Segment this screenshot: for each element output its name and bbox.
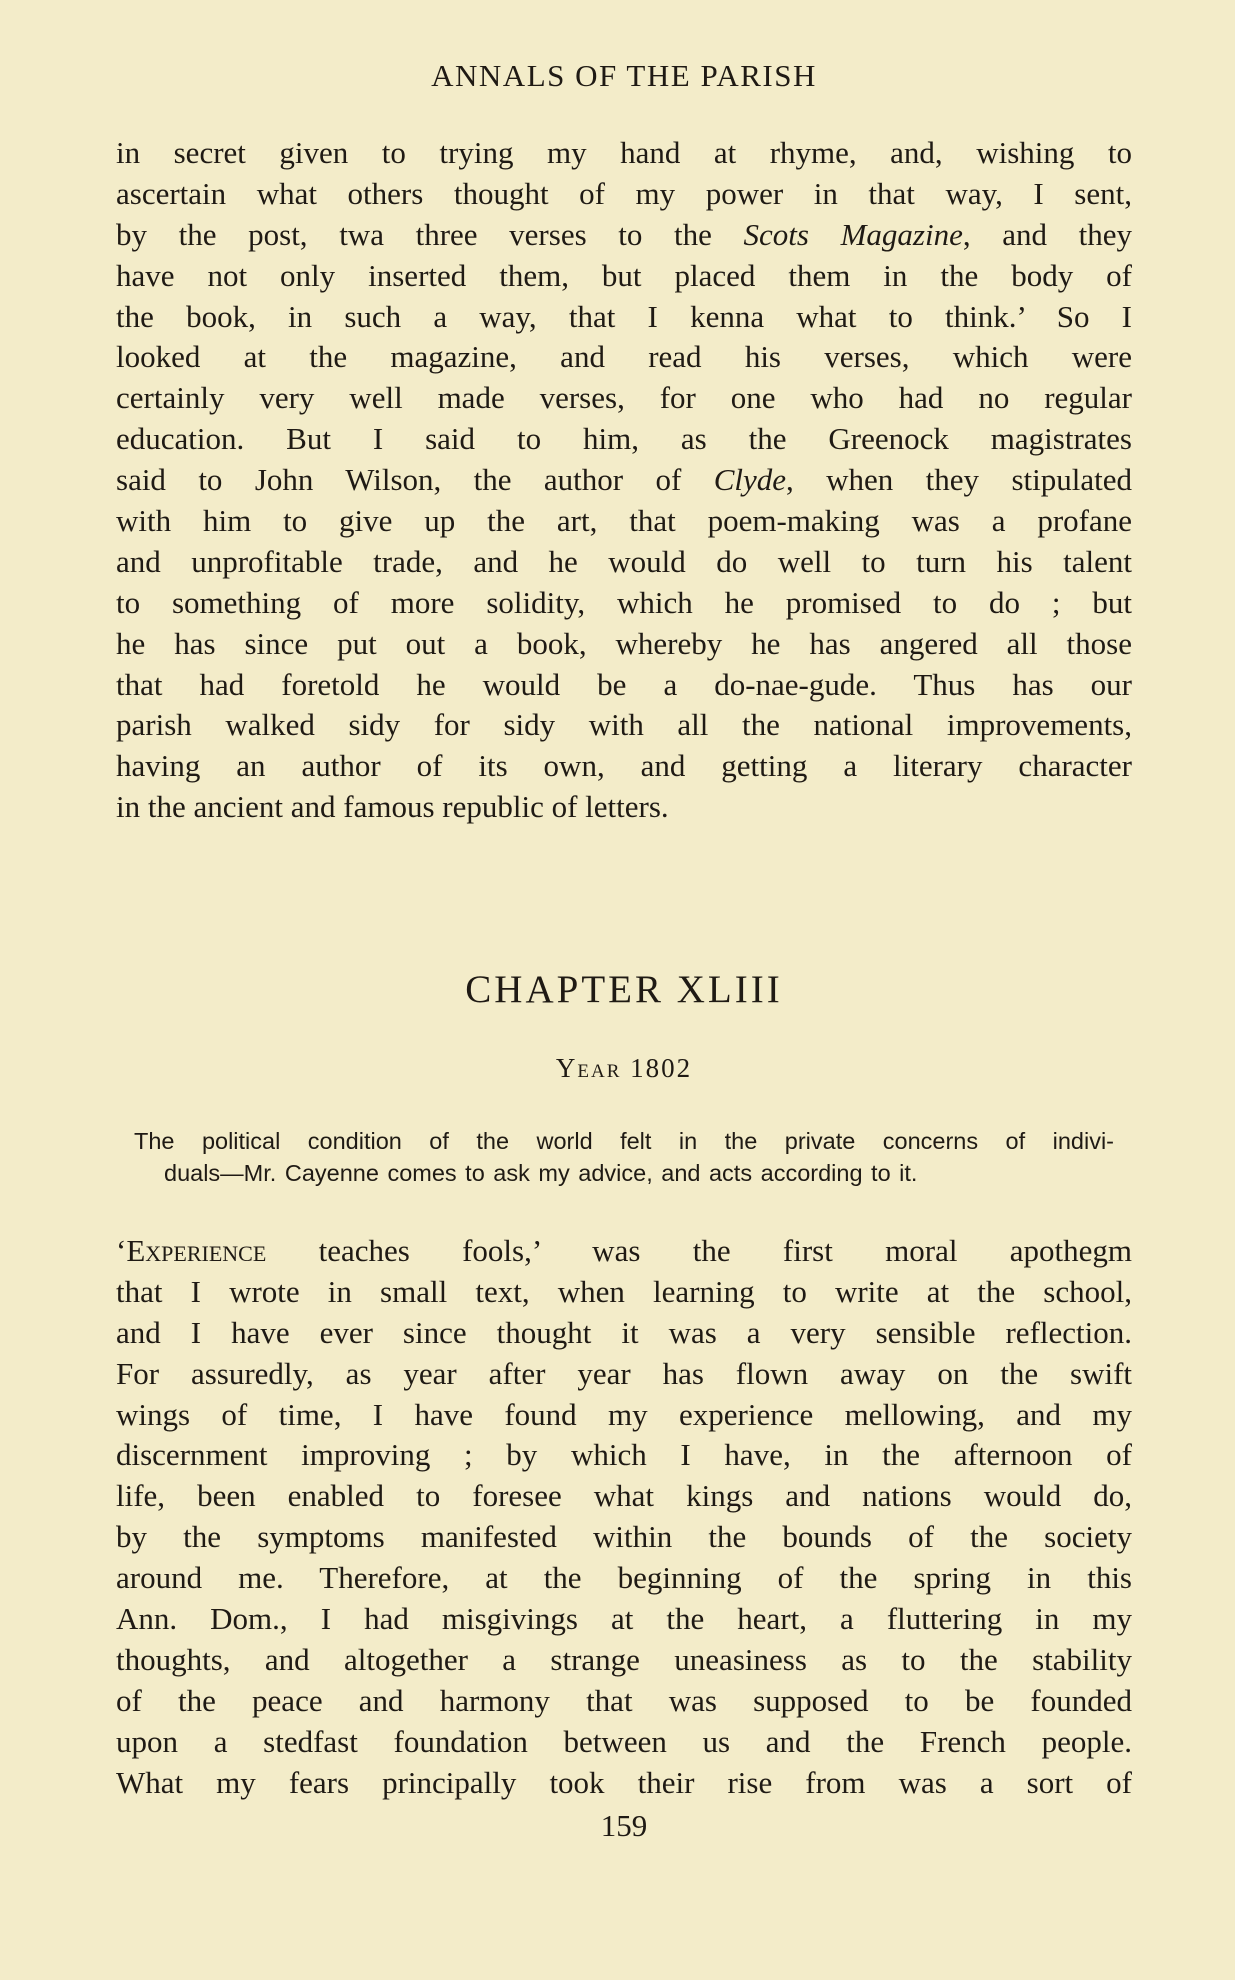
text-line: certainly very well made verses, for one who had no regular [116, 380, 1132, 416]
text-line [116, 215, 1132, 256]
chapter-year: Year 1802 [555, 1053, 693, 1083]
text-line [116, 460, 1132, 501]
text-span: , when they stipulated [786, 462, 1132, 498]
text-line: around me. Therefore, at the beginning of the spring in this [116, 1560, 1132, 1596]
text-line: parish walked sidy for sidy with all the national improvements, [116, 707, 1132, 743]
text-line: and I have ever since thought it was a very sensible reflection. [116, 1314, 1132, 1350]
page-number: 159 [600, 1808, 648, 1843]
text-line: ascertain what others thought of my power in that way, I sent, [116, 175, 1132, 211]
text-line: upon a stedfast foundation between us and the French people. [116, 1723, 1132, 1759]
text-line: life, been enabled to foresee what kings and nations would do, [116, 1478, 1132, 1514]
text-line: For assuredly, as year after year has flown away on the swift [116, 1355, 1132, 1391]
running-head: ANNALS OF THE PARISH [431, 58, 817, 93]
chapter-synopsis [134, 1125, 1114, 1189]
text-line: by the symptoms manifested within the bounds of the society [116, 1519, 1132, 1555]
italic-title-scots-magazine: Scots Magazine [743, 216, 963, 252]
book-page [116, 0, 1132, 1980]
text-span: , and they [962, 216, 1132, 252]
text-line: and unprofitable trade, and he would do well to turn his talent [116, 543, 1132, 579]
text-line: that I wrote in small text, when learning to write at the school, [116, 1273, 1132, 1309]
text-line: discernment improving ; by which I have, in the afternoon of [116, 1437, 1132, 1473]
text-line: having an author of its own, and getting a literary character [116, 748, 1132, 784]
text-line: looked at the magazine, and read his verses, which were [116, 339, 1132, 375]
chapter-title: CHAPTER XLIII [465, 968, 783, 1011]
text-line: in secret given to trying my hand at rhyme, and, wishing to [116, 135, 1132, 170]
synopsis-line: The political condition of the world felt in the private concerns of indivi- [134, 1128, 1114, 1154]
text-line: that had foretold he would be a do-nae-gude. Thus has our [116, 666, 1132, 702]
text-line [116, 1231, 1132, 1272]
opening-word: ‘Experience [116, 1233, 267, 1268]
text-line: have not only inserted them, but placed them in the body of [116, 257, 1132, 293]
text-line: with him to give up the art, that poem-making was a profane [116, 503, 1132, 539]
text-line: to something of more solidity, which he promised to do ; but [116, 584, 1132, 620]
text-span: teaches fools,’ was the first moral apothegm [266, 1233, 1132, 1268]
text-line: Ann. Dom., I had misgivings at the heart, a fluttering in my [116, 1601, 1132, 1637]
text-line: thoughts, and altogether a strange uneasiness as to the stability [116, 1641, 1132, 1677]
text-line: What my fears principally took their rise from was a sort of [116, 1764, 1132, 1800]
text-line: education. But I said to him, as the Greenock magistrates [116, 421, 1132, 457]
synopsis-line: duals—Mr. Cayenne comes to ask my advice, and acts according to it. [164, 1160, 918, 1186]
text-line: he has since put out a book, whereby he has angered all those [116, 625, 1132, 661]
text-line: of the peace and harmony that was supposed to be founded [116, 1682, 1132, 1718]
text-span: said to John Wilson, the author of [116, 462, 714, 498]
text-line: in the ancient and famous republic of letters. [116, 789, 669, 825]
text-span: by the post, twa three verses to the [116, 216, 744, 252]
chapter-body-paragraph [116, 1231, 1132, 1803]
italic-title-clyde: Clyde [713, 462, 787, 498]
text-line: the book, in such a way, that I kenna what to think.’ So I [116, 298, 1132, 334]
continuation-paragraph [116, 133, 1132, 828]
text-line: wings of time, I have found my experience mellowing, and my [116, 1396, 1132, 1432]
